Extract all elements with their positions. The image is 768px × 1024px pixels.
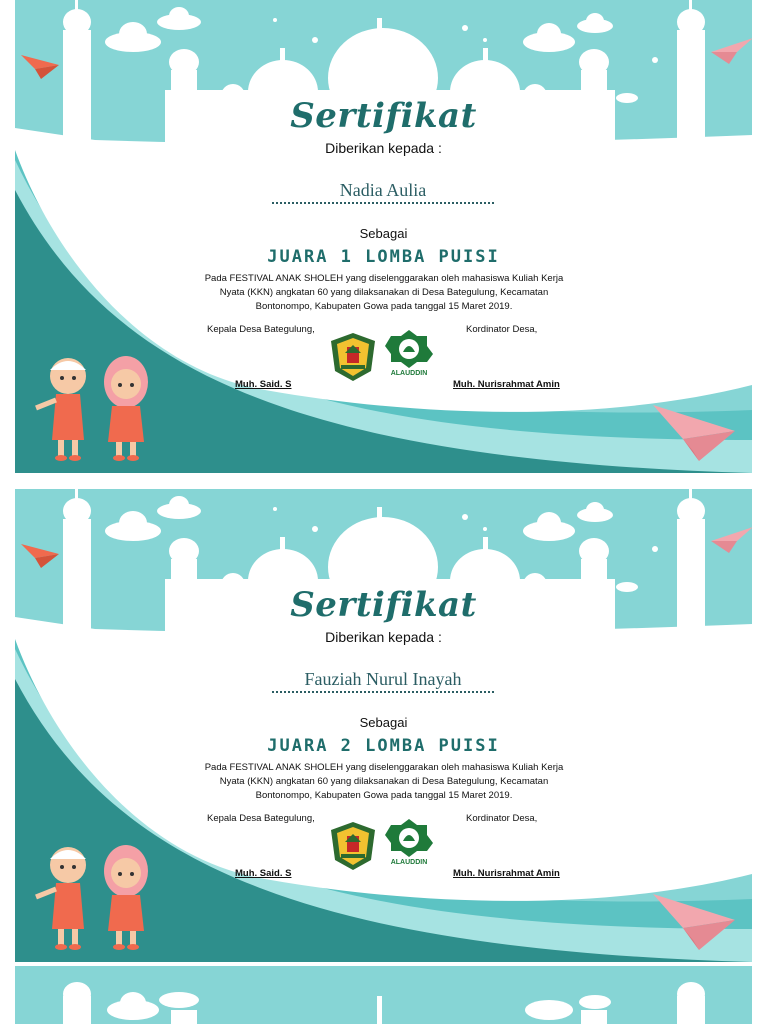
signer-right-name: Muh. Nurisrahmat Amin (453, 379, 560, 390)
paper-plane-icon (653, 894, 735, 950)
signer-left-name: Muh. Said. S (235, 379, 292, 390)
signer-right-title: Kordinator Desa, (466, 324, 538, 335)
alauddin-logo-icon (383, 817, 435, 859)
as-label: Sebagai (359, 226, 408, 241)
signer-right-title: Kordinator Desa, (466, 813, 538, 824)
signer-right-name: Muh. Nurisrahmat Amin (453, 868, 560, 879)
recipient-name: Fauziah Nurul Inayah (272, 667, 494, 693)
signer-left-name: Muh. Said. S (235, 868, 292, 879)
given-to-label: Diberikan kepada : (325, 140, 442, 156)
certificate-title: Sertifikat (290, 585, 477, 625)
paper-plane-icon (21, 55, 59, 79)
as-label: Sebagai (359, 715, 408, 730)
certificate-description: Pada FESTIVAL ANAK SHOLEH yang diselenggarakan oleh mahasiswa Kuliah Kerja Nyata (KKN) angkatan 60 yang dilaksanakan di Desa Bategulung, Kecamatan Bontonompo, Kabupaten Gowa pada tanggal 15 Maret 2019. (204, 762, 564, 801)
recipient-name: Nadia Aulia (272, 178, 494, 204)
certificate-1 (15, 0, 752, 473)
alauddin-logo-icon (383, 328, 435, 370)
certificate-2 (15, 489, 752, 962)
given-to-label: Diberikan kepada : (325, 629, 442, 645)
paper-plane-icon (711, 527, 752, 553)
certificate-title: Sertifikat (290, 96, 477, 136)
alauddin-logo (383, 328, 435, 386)
paper-plane-icon (21, 544, 59, 568)
award-title: JUARA 2 LOMBA PUISI (267, 736, 500, 756)
gowa-logo-icon (327, 820, 379, 872)
signer-left-title: Kepala Desa Bategulung, (207, 813, 315, 824)
alauddin-logo-text: ALAUDDIN (390, 370, 428, 377)
certificate-description: Pada FESTIVAL ANAK SHOLEH yang diselenggarakan oleh mahasiswa Kuliah Kerja Nyata (KKN) angkatan 60 yang dilaksanakan di Desa Bategulung, Kecamatan Bontonompo, Kabupaten Gowa pada tanggal 15 Maret 2019. (204, 273, 564, 312)
alauddin-logo (383, 817, 435, 875)
gowa-logo-icon (327, 331, 379, 383)
award-title: JUARA 1 LOMBA PUISI (267, 247, 500, 267)
signer-left-title: Kepala Desa Bategulung, (207, 324, 315, 335)
paper-plane-icon (711, 38, 752, 64)
paper-plane-icon (653, 405, 735, 461)
alauddin-logo-text: ALAUDDIN (390, 859, 428, 866)
certificate-partial (15, 966, 752, 1024)
mosque-silhouette-icon (15, 966, 752, 1024)
kids-illustration-icon (30, 350, 160, 470)
kids-illustration-icon (30, 839, 160, 959)
